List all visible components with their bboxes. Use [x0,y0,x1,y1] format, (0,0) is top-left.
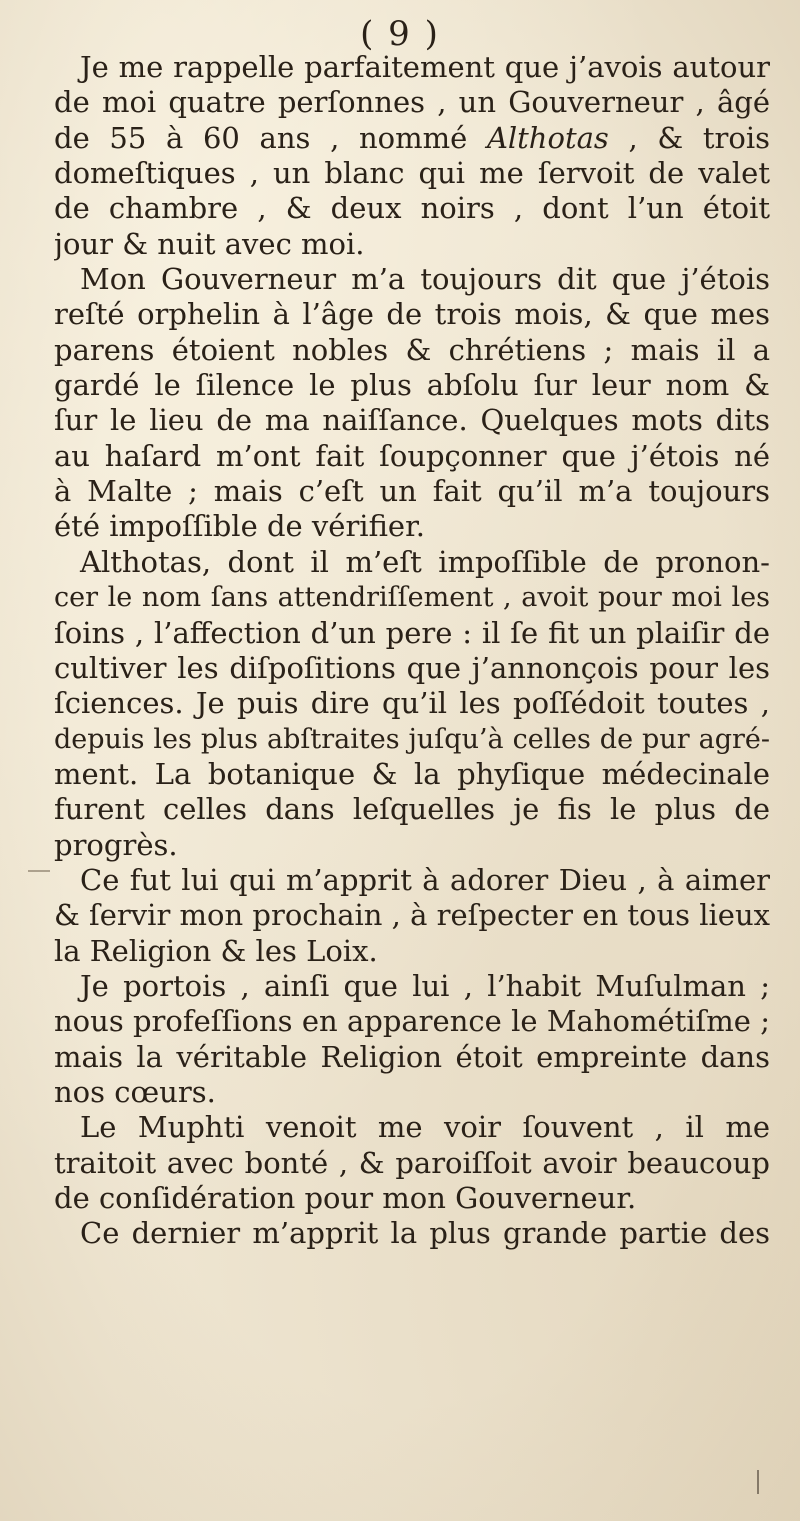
text-line: ſciences. Je puis dire qu’il les poſſédoit toutes , [54,686,770,721]
text-line: ſoins , l’affection d’un pere : il ſe fit un plaiſir de [54,615,770,650]
text-line: Je portois , ainſi que lui , l’habit Muſulman ; [80,968,770,1003]
text-line: cer le nom ſans attendriſſement , avoit pour moi les [54,582,770,614]
text-line: de chambre , & deux noirs , dont l’un étoit [54,191,770,226]
text-line: la Religion & les Loix. [54,933,378,968]
text-line [54,121,770,156]
text-run: , & trois [608,120,770,155]
proper-name: Althotas [486,120,609,155]
text-line: été impoſſible de vérifier. [54,509,425,544]
text-line: gardé le ſilence le plus abſolu ſur leur nom & [54,368,770,403]
text-line: Althotas, dont il m’eſt impoſſible de pronon- [80,544,770,579]
text-line: Ce fut lui qui m’apprit à adorer Dieu , à aimer [80,862,770,897]
text-line: ment. La botanique & la phyſique médecinale [54,756,770,791]
text-line: ſur le lieu de ma naiſſance. Quelques mots dits [54,403,770,438]
text-line: de moi quatre perſonnes , un Gouverneur , âgé [54,85,770,120]
text-line: depuis les plus abſtraites juſqu’à celles de pur agré- [54,723,770,755]
text-line: progrès. [54,827,178,862]
text-line: Je me rappelle parfaitement que j’avois autour [80,50,770,84]
text-line: mais la véritable Religion étoit empreinte dans [54,1039,770,1074]
text-line: domeſtiques , un blanc qui me ſervoit de valet [54,156,770,191]
page-number: ( 9 ) [360,14,440,54]
text-line: jour & nuit avec moi. [54,226,365,261]
text-line: cultiver les diſpoſitions que j’annonçois pour les [54,650,770,685]
text-line: Ce dernier m’apprit la plus grande partie des [80,1216,770,1251]
text-line: nos cœurs. [54,1074,216,1109]
text-line: Le Muphti venoit me voir ſouvent , il me [80,1110,770,1145]
text-line: de conſidération pour mon Gouverneur. [54,1181,637,1215]
text-line: traitoit avec bonté , & paroiſſoit avoir beaucoup [54,1145,770,1180]
text-line: parens étoient nobles & chrétiens ; mais il a [54,332,770,367]
body-text [54,50,770,1252]
text-line: & ſervir mon prochain , à reſpecter en tous lieux [54,898,770,933]
text-line: nous profeſſions en apparence le Mahométiſme ; [54,1004,770,1039]
margin-mark [28,870,50,872]
text-line: à Malte ; mais c’eſt un fait qu’il m’a toujours [54,474,770,509]
text-line: furent celles dans leſquelles je fis le plus de [54,792,770,827]
stray-ink-mark [757,1470,759,1494]
text-line: Mon Gouverneur m’a toujours dit que j’étois [80,262,770,297]
text-line: reſté orphelin à l’âge de trois mois, & que mes [54,297,770,332]
text-run: de 55 à 60 ans , nommé [54,120,487,155]
text-line: au haſard m’ont fait ſoupçonner que j’étois né [54,438,770,473]
